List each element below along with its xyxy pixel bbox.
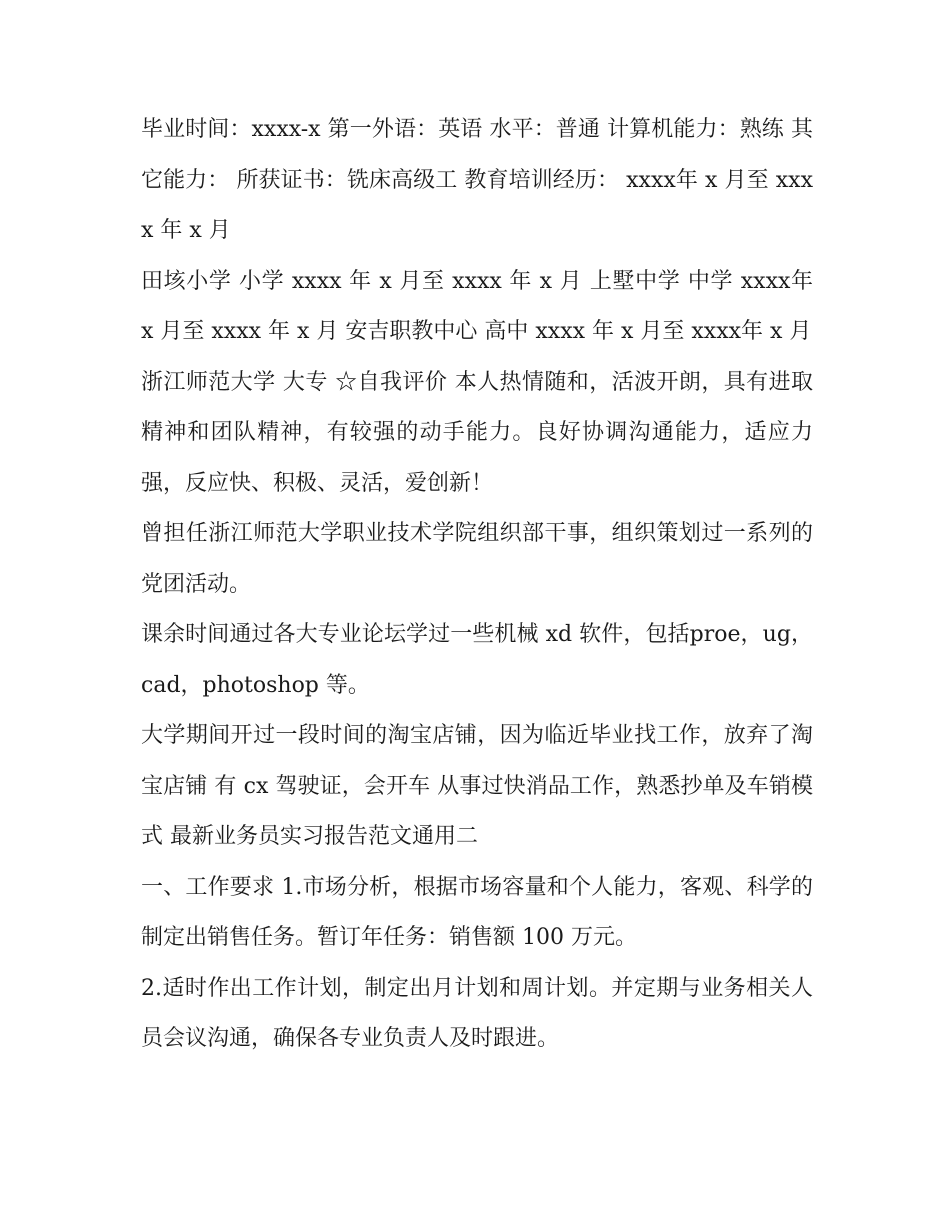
paragraph-work-experience: 大学期间开过一段时间的淘宝店铺，因为临近毕业找工作，放弃了淘宝店铺 有 cx 驾驶证，会开车 从事过快消品工作，熟悉抄单及车销模式 最新业务员实习报告范文通用二	[141, 723, 813, 849]
paragraph-work-requirement-2: 2.适时作出工作计划，制定出月计划和周计划。并定期与业务相关人员会议沟通，确保各专业负责人及时跟进。	[141, 975, 813, 1051]
paragraph-work-requirement-1: 一、工作要求 1.市场分析，根据市场容量和个人能力，客观、科学的制定出销售任务。暂订年任务：销售额 100 万元。	[141, 874, 813, 950]
paragraph-self-evaluation: 浙江师范大学 大专 ☆自我评价 本人热情随和，活波开朗，具有进取精神和团队精神，有较强的动手能力。良好协调沟通能力，适应力强，反应快、积极、灵活，爱创新！	[141, 369, 813, 496]
document-body	[141, 105, 813, 1065]
paragraph-student-role: 曾担任浙江师范大学职业技术学院组织部干事，组织策划过一系列的党团活动。	[141, 521, 813, 597]
paragraph-schooling-history: 田垓小学 小学 xxxx 年 x 月至 xxxx 年 x 月 上墅中学 中学 xxxx年 x 月至 xxxx 年 x 月 安吉职教中心 高中 xxxx 年 x 月至 xxxx年 x 月	[141, 268, 813, 344]
paragraph-graduation-info: 毕业时间：xxxx-x 第一外语：英语 水平：普通 计算机能力：熟练 其它能力： 所获证书：铣床高级工 教育培训经历： xxxx年 x 月至 xxxx 年 x 月	[141, 117, 813, 243]
paragraph-software-skills: 课余时间通过各大专业论坛学过一些机械 xd 软件，包括proe，ug，cad，photoshop 等。	[141, 622, 813, 698]
